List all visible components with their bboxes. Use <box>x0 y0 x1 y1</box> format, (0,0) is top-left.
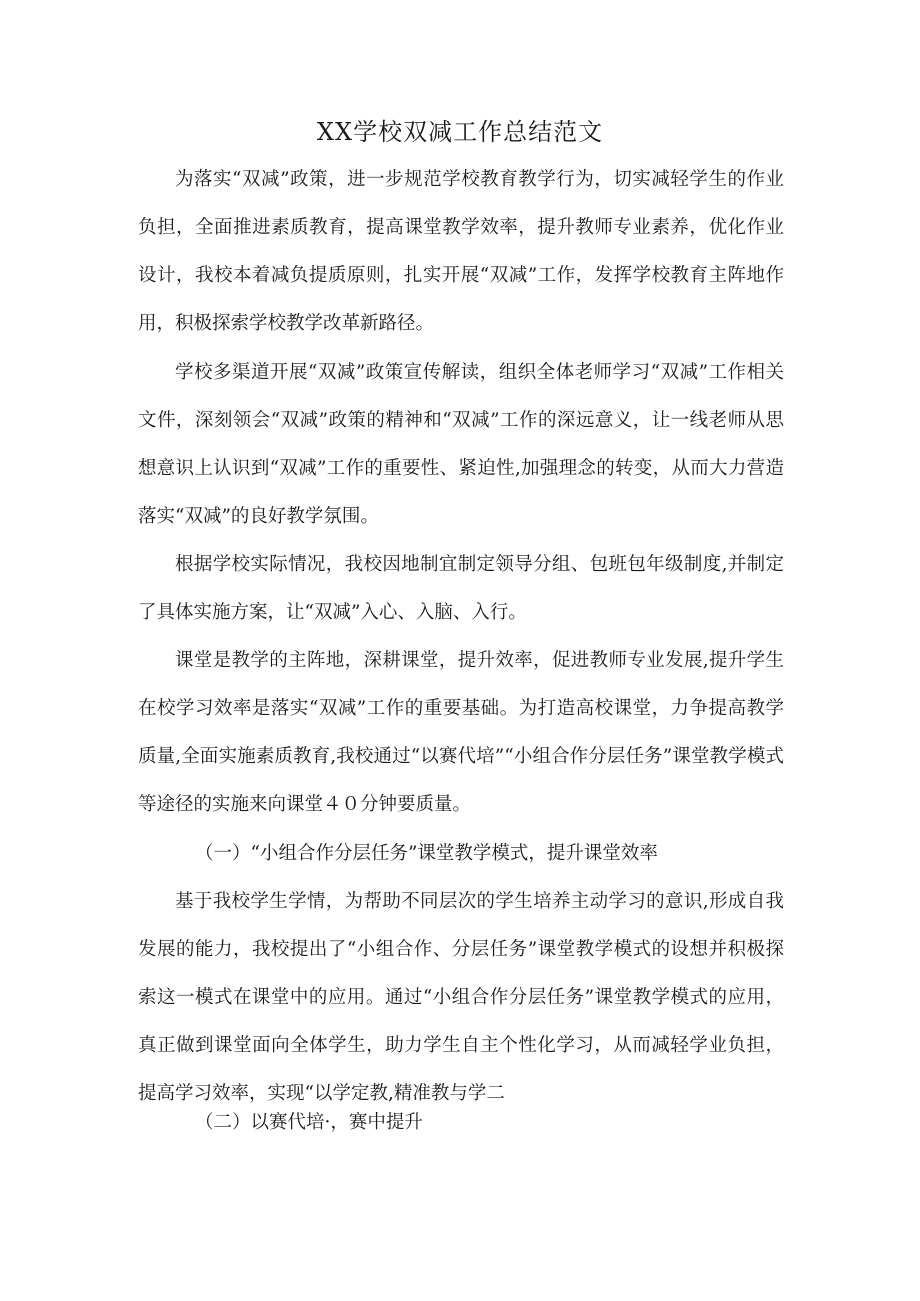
paragraph-implementation-plan: 根据学校实际情况，我校因地制宜制定领导分组、包班包年级制度,并制定了具体实施方案，让“双减”入心、入脑、入行。 <box>138 554 784 623</box>
section-heading-1: （一）“小组合作分层任务”课堂教学模式，提升课堂效率 <box>195 843 658 864</box>
paragraph-intro: 为落实“双减”政策，进一步规范学校教育教学行为，切实减轻学生的作业负担，全面推进素质教育，提高课堂教学效率，提升教师专业素养，优化作业设计，我校本着减负提质原则，扎实开展“双减”工作，发挥学校教育主阵地作用，积极探索学校教学改革新路径。 <box>138 169 784 334</box>
document-title: XX学校双减工作总结范文 <box>316 118 604 146</box>
paragraph-classroom: 课堂是教学的主阵地，深耕课堂，提升效率，促进教师专业发展,提升学生在校学习效率是落实“双减”工作的重要基础。为打造高校课堂，力争提高教学质量,全面实施素质教育,我校通过“以赛代培”“小组合作分层任务”课堂教学模式等途径的实施来向课堂４０分钟要质量。 <box>138 650 784 815</box>
section-heading-2: （二）以赛代培·，赛中提升 <box>195 1112 423 1133</box>
paragraph-group-cooperation: 基于我校学生学情，为帮助不同层次的学生培养主动学习的意识,形成自我发展的能力，我校提出了“小组合作、分层任务”课堂教学模式的设想并积极探索这一模式在课堂中的应用。通过“小组合作分层任务”课堂教学模式的应用，真正做到课堂面向全体学生，助力学生自主个性化学习，从而减轻学业负担，提高学习效率，实现“以学定教,精准教与学二 <box>138 891 784 1104</box>
paragraph-policy-study: 学校多渠道开展“双减”政策宣传解读，组织全体老师学习“双减”工作相关文件，深刻领会“双减”政策的精神和“双减”工作的深远意义，让一线老师从思想意识上认识到“双减”工作的重要性、紧迫性,加强理念的转变，从而大力营造落实“双减”的良好教学氛围。 <box>138 362 784 527</box>
